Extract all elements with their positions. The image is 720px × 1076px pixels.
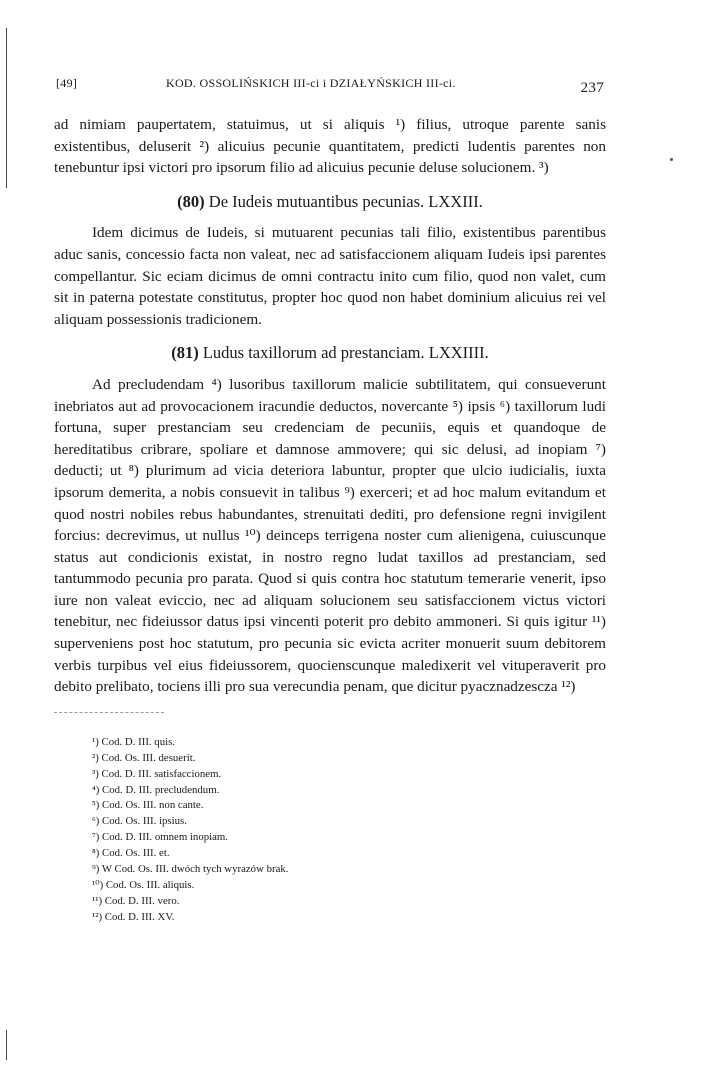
main-text — [54, 114, 606, 926]
footnote: ⁵) Cod. Os. III. non cante. — [92, 799, 204, 812]
page-edge-line-lower — [6, 1030, 7, 1060]
section-title: Ludus taxillorum ad prestanciam. LXXIIII. — [202, 343, 489, 363]
footnote: ⁸) Cod. Os. III. et. — [92, 847, 170, 860]
header-section-number: [49] — [56, 76, 78, 90]
section-heading-81 — [54, 342, 606, 364]
footnote: ¹¹) Cod. D. III. vero. — [92, 894, 180, 907]
footnote: ¹²) Cod. D. III. XV. — [92, 910, 175, 923]
page-number: 237 — [580, 80, 604, 96]
footnote: ²) Cod. Os. III. desuerit. — [92, 751, 196, 764]
section-paragraph-81: Ad precludendam ⁴) lusoribus taxillorum malicie subtilitatem, qui consueverunt inebriatos aut ad provocacionem iracundie deductos, novercante ⁵) ipsis ⁶) taxillorum ludi fortuna, super prestanciam seu credenciam de pecuniis, equis et quandoque de hereditatibus cribrare, spoliare et damnose ammovere; qui sic delusi, ad inopiam ⁷) deducti; ut ⁸) plurimum ad vicia deteriora labuntur, propter que ulcio iudicialis, iuxta ipsorum demerita, a nobis consuevit in talibus ⁹) exerceri; et ad hoc malum evitandum et quod nostri nobiles rebus habundantes, strenuitati dediti, pro defensione regni invigilent forcius: decrevimus, ut nullus ¹⁰) deinceps terrigena noster cum alienigena, cuiuscunque status aut condicionis existat, in nostro regno ludat taxillos ad prestanciam, sed tantummodo pecunia pro parata. Quod si quis contra hoc statutum temerarie venerit, ipso iure non valeat eviccio, nec ad aliquam solucionem seu satisfaccionem victus victori tenebitur, nec fideiussor datus ipsi vincenti poterit pro debito ammoneri. Si quis igitur ¹¹) superveniens post hoc statutum, pro pecunia sic evicta acriter monuerit suum debitorem verbis turpibus vel eius fideiussorem, quocienscunque maledixerit vel vituperaverit pro debito prelibato, tociens illi pro sua verecundia penam, que dicitur pyacznadzescza ¹²) — [54, 375, 606, 696]
header-title: KOD. OSSOLIŃSKICH III-ci i DZIAŁYŃSKICH III-ci. — [166, 76, 456, 90]
footnote: ⁷) Cod. D. III. omnem inopiam. — [92, 831, 229, 844]
footnotes-list — [54, 735, 606, 926]
page-edge-line — [6, 28, 7, 188]
section-heading-80 — [54, 191, 606, 213]
footnote: ¹) Cod. D. III. quis. — [92, 735, 176, 748]
section-number: (81) — [171, 343, 199, 363]
footnote: ⁹) W Cod. Os. III. dwóch tych wyrazów brak. — [92, 863, 289, 876]
footnote: ⁶) Cod. Os. III. ipsius. — [92, 815, 187, 828]
intro-paragraph: ad nimiam paupertatem, statuimus, ut si aliquis ¹) filius, utroque parente sanis existentibus, deluserit ²) alicuius pecunie quantitatem, predicti ludentis parentes non tenebuntur ipsi victori pro ipsorum filio ad alicuius pecunie deluse solucionem. ³) — [54, 116, 606, 177]
section-paragraph-80: Idem dicimus de Iudeis, si mutuarent pecunias tali filio, existentibus parentibus aduc sanis, concessio facta non valeat, nec ad satisfaccionem aliquam Iudeis ipsi parentes compellantur. Sic eciam dicimus de omni contractu inito cum filio, quod non valet, cum sit in paterna potestate constitutus, propter hoc quod non habet dominium alicuius rei vel aliquam possessionis tradicionem. — [54, 224, 606, 328]
running-header — [56, 74, 604, 94]
footnote-separator — [54, 712, 164, 713]
footnote: ⁴) Cod. D. III. precludendum. — [92, 783, 220, 796]
footnote: ³) Cod. D. III. satisfaccionem. — [92, 767, 222, 780]
section-title: De Iudeis mutuantibus pecunias. LXXIII. — [208, 191, 483, 211]
section-number: (80) — [177, 191, 205, 211]
footnote: ¹⁰) Cod. Os. III. aliquis. — [92, 879, 195, 891]
margin-mark — [670, 158, 673, 161]
